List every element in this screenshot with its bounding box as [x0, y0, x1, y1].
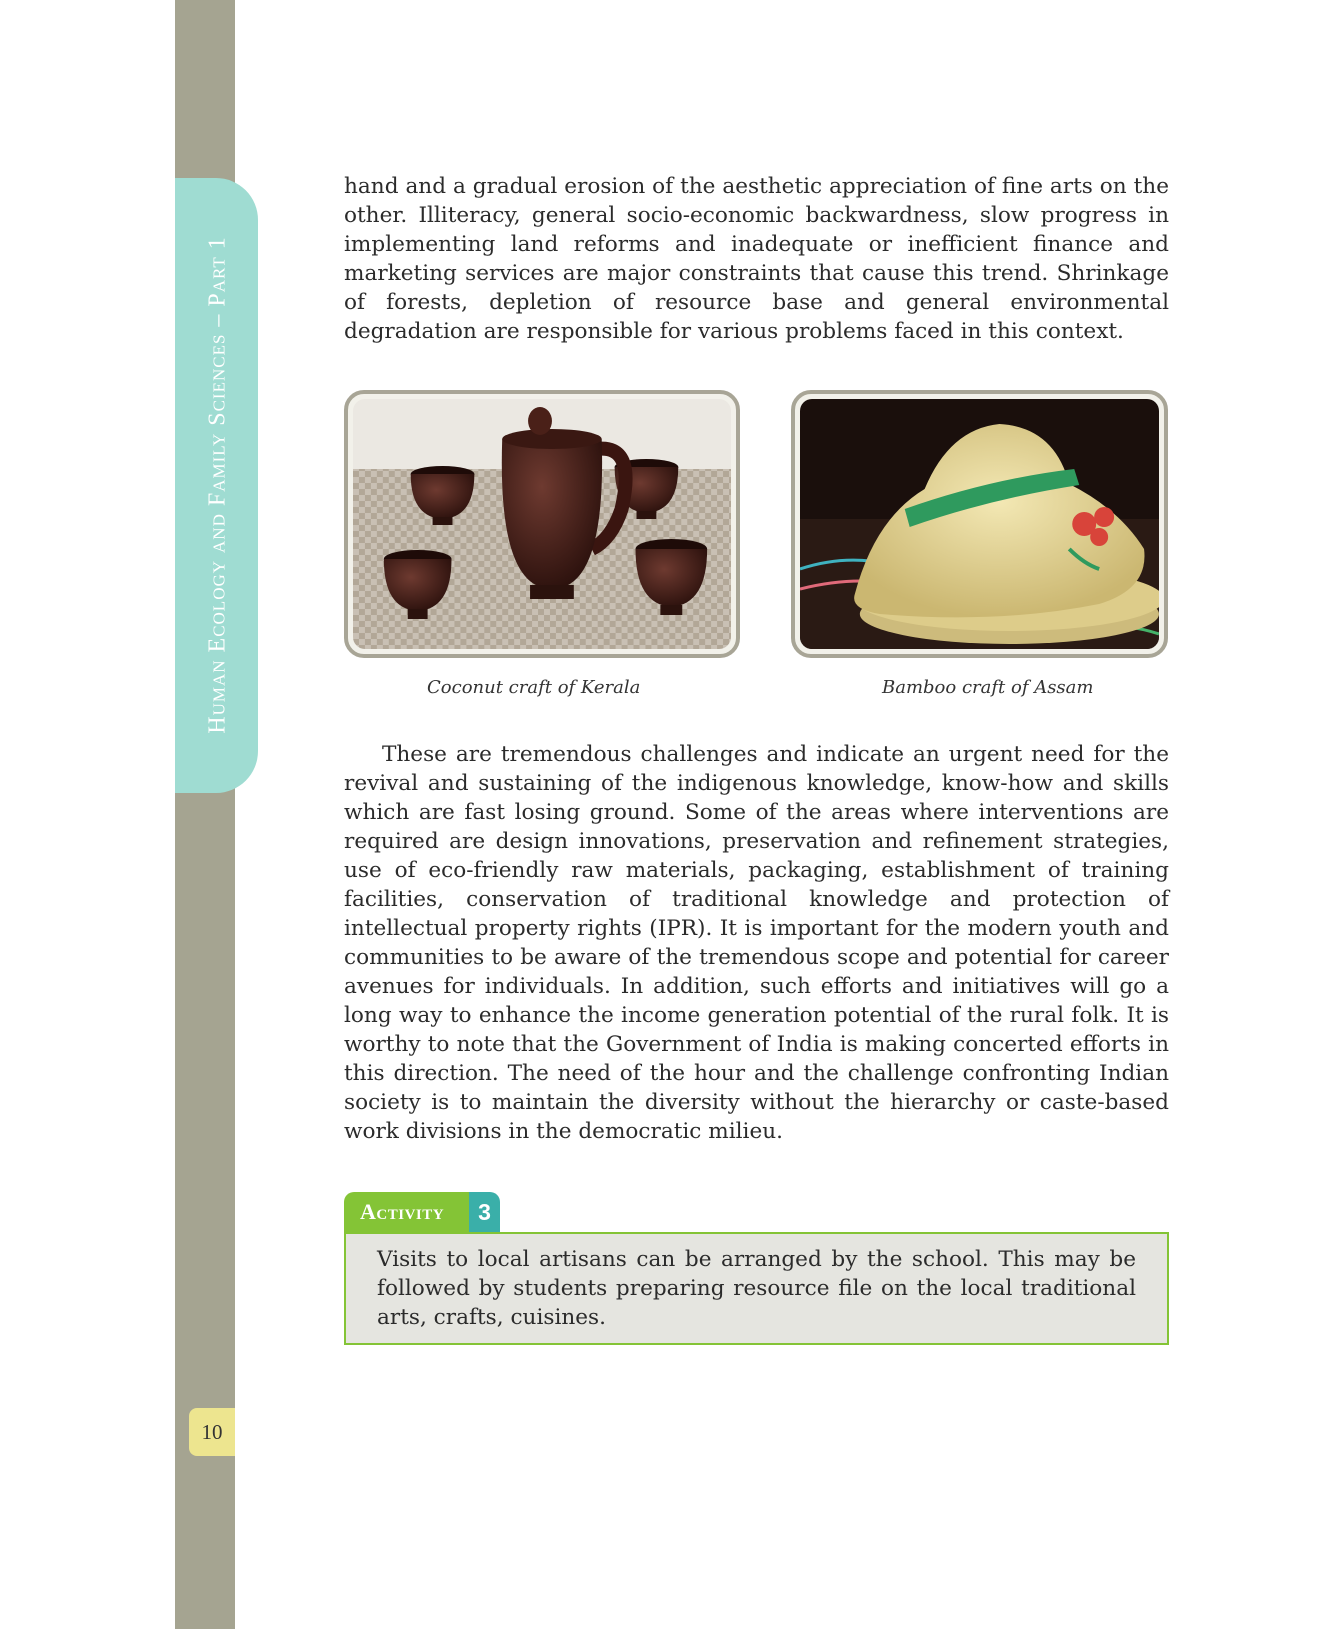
activity-box: [344, 1232, 1169, 1345]
activity-text: Visits to local artisans can be arranged by the school. This may be followed by students preparing resource file on the local traditional arts, crafts, cuisines.: [377, 1247, 1136, 1330]
paragraph: hand and a gradual erosion of the aesthetic appreciation of fine arts on the other. Illiteracy, general socio-economic backwardness, slow progress in implementing land reforms and inadequate or inefficient finance and marketing services are major constraints that cause this trend. Shrinkage of forests, depletion of resource base and general environmental degradation are responsible for various problems faced in this context.: [344, 174, 1169, 344]
figure-caption: Coconut craft of Kerala: [427, 677, 641, 698]
bamboo-craft-photo: [791, 390, 1168, 658]
bamboo-craft-image: [800, 399, 1159, 649]
activity-label: Activity: [344, 1192, 469, 1232]
coconut-craft-photo: [344, 390, 740, 658]
page-number: 10: [189, 1408, 235, 1456]
activity-number: 3: [469, 1192, 500, 1232]
coconut-craft-image: [353, 399, 731, 649]
paragraph: These are tremendous challenges and indicate an urgent need for the revival and sustaining of the indigenous knowledge, know-how and skills which are fast losing ground. Some of the areas where interventions are required are design innovations, preservation and refinement strategies, use of eco-friendly raw materials, packaging, establishment of training facilities, conservation of traditional knowledge and protection of intellectual property rights (IPR). It is important for the modern youth and communities to be aware of the tremendous scope and potential for career avenues for individuals. In addition, such efforts and initiatives will go a long way to enhance the income generation potential of the rural folk. It is worthy to note that the Government of India is making concerted efforts in this direction. The need of the hour and the challenge confronting Indian society is to maintain the diversity without the hierarchy or caste-based work divisions in the democratic milieu.: [344, 742, 1169, 1144]
figure-caption: Bamboo craft of Assam: [882, 677, 1094, 698]
book-title: Human Ecology and Family Sciences – Part 1: [204, 236, 231, 734]
